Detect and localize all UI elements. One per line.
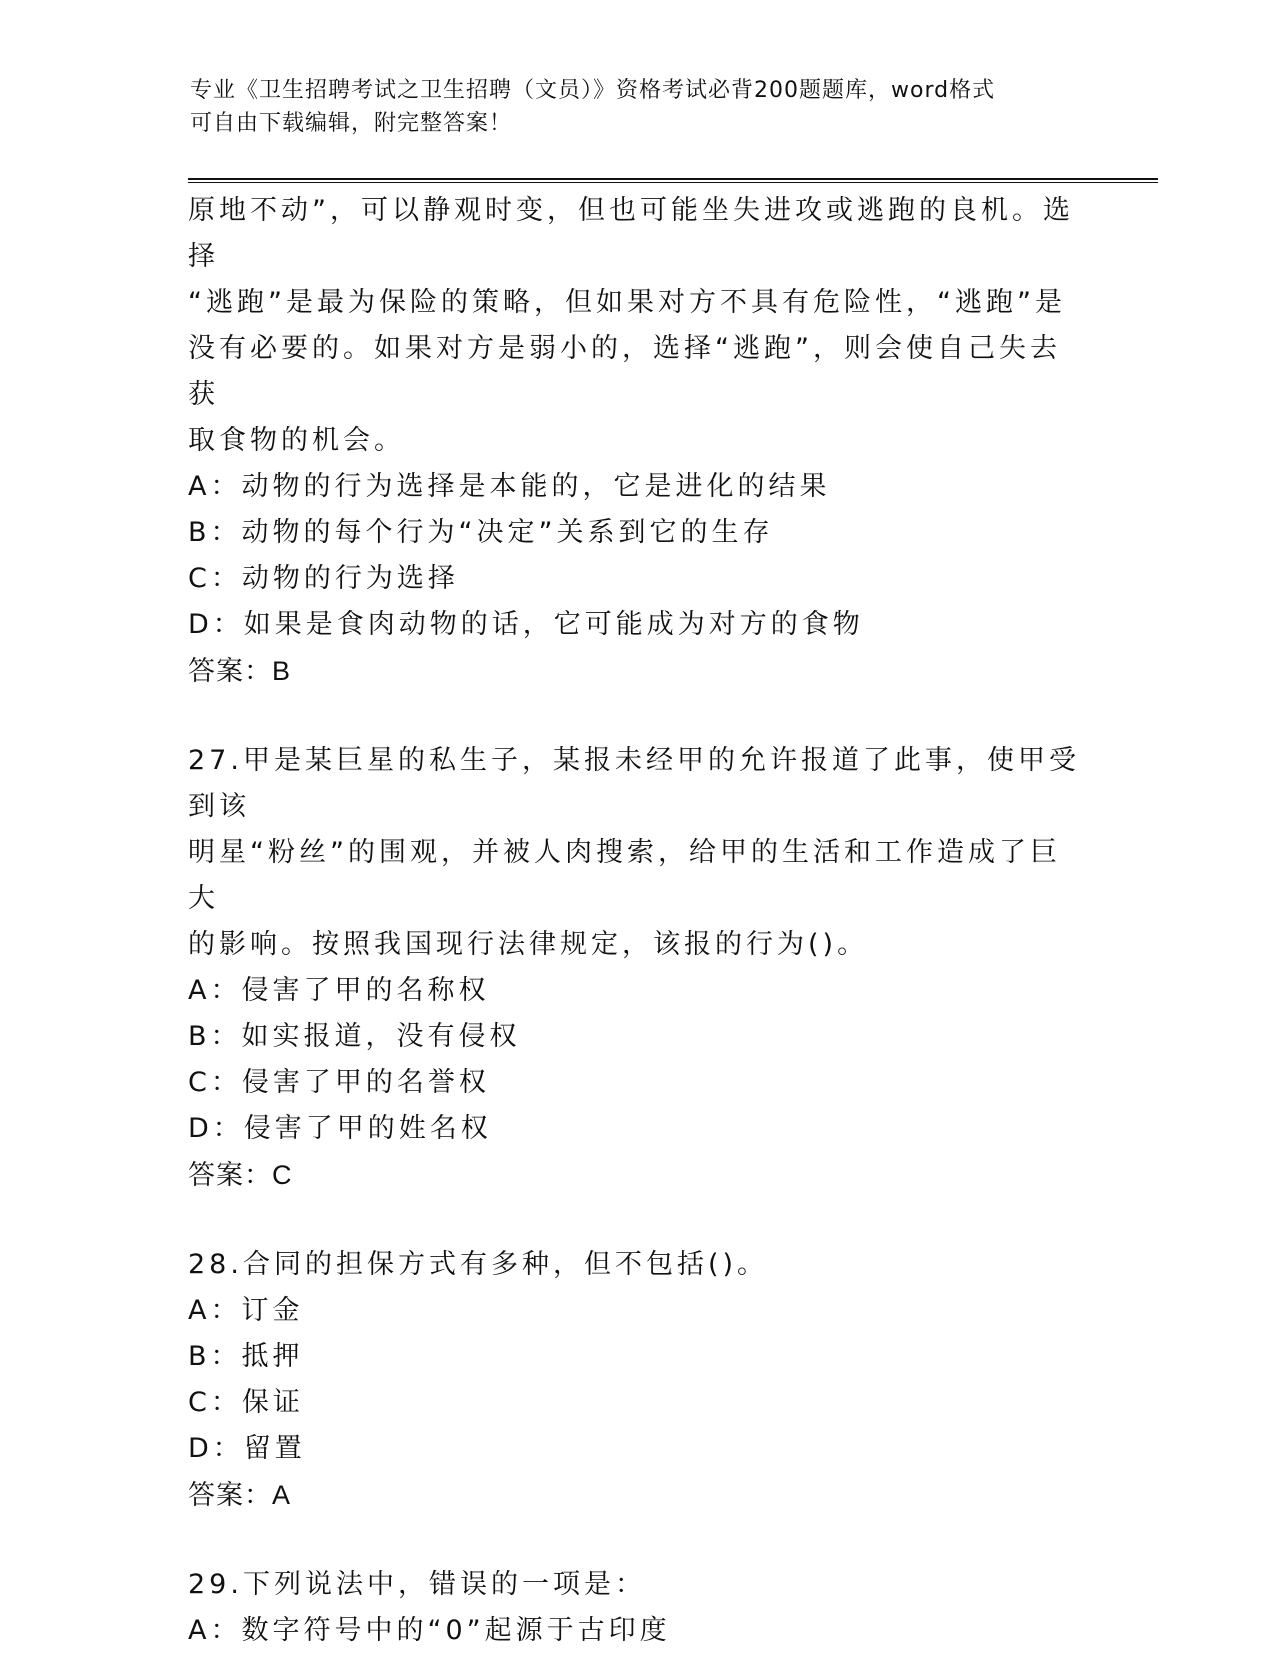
question-26-continued [188, 188, 1088, 694]
option-a: A：订金 [188, 1295, 304, 1326]
answer-line: 答案：C [188, 1160, 293, 1190]
option-b: B：动物的每个行为“决定”关系到它的生存 [188, 517, 774, 548]
answer-line: 答案：B [188, 656, 292, 686]
option-a: A：数字符号中的“0”起源于古印度 [188, 1615, 671, 1646]
header-title-line-2: 可自由下载编辑，附完整答案！ [190, 111, 513, 136]
option-c: C：侵害了甲的名誉权 [188, 1067, 490, 1098]
spacer [188, 694, 1088, 738]
header-divider [188, 178, 1158, 183]
question-stem-line: 明星“粉丝”的围观，并被人肉搜索，给甲的生活和工作造成了巨大 [188, 837, 1061, 914]
answer-line: 答案：A [188, 1480, 292, 1510]
passage-line: 没有必要的。如果对方是弱小的，选择“逃跑”，则会使自己失去获 [188, 333, 1061, 410]
spacer [188, 1518, 1088, 1562]
option-c: C：动物的行为选择 [188, 563, 459, 594]
option-b: B：如实报道，没有侵权 [188, 1021, 521, 1052]
question-stem-line: 28.合同的担保方式有多种，但不包括()。 [188, 1249, 769, 1280]
passage-line: 取食物的机会。 [188, 425, 405, 456]
option-d: D：侵害了甲的姓名权 [188, 1113, 492, 1144]
question-28 [188, 1242, 1088, 1518]
question-stem-line: 29.下列说法中，错误的一项是： [188, 1569, 646, 1600]
page-header [190, 74, 1090, 140]
option-d: D：留置 [188, 1433, 306, 1464]
document-body [188, 188, 1088, 1654]
option-a: A：动物的行为选择是本能的，它是进化的结果 [188, 471, 831, 502]
header-title-line-1: 专业《卫生招聘考试之卫生招聘（文员）》资格考试必背200题题库，word格式 [190, 78, 996, 103]
question-stem-line: 的影响。按照我国现行法律规定，该报的行为()。 [188, 929, 869, 960]
option-d: D：如果是食肉动物的话，它可能成为对方的食物 [188, 609, 864, 640]
question-27 [188, 738, 1088, 1198]
question-29 [188, 1562, 1088, 1654]
passage-line: 原地不动”，可以静观时变，但也可能坐失进攻或逃跑的良机。选择 [188, 195, 1074, 272]
question-stem-line: 27.甲是某巨星的私生子，某报未经甲的允许报道了此事，使甲受到该 [188, 745, 1080, 822]
option-b: B：抵押 [188, 1341, 304, 1372]
passage-line: “逃跑”是最为保险的策略，但如果对方不具有危险性，“逃跑”是 [188, 287, 1066, 318]
spacer [188, 1198, 1088, 1242]
option-c: C：保证 [188, 1387, 304, 1418]
option-a: A：侵害了甲的名称权 [188, 975, 490, 1006]
